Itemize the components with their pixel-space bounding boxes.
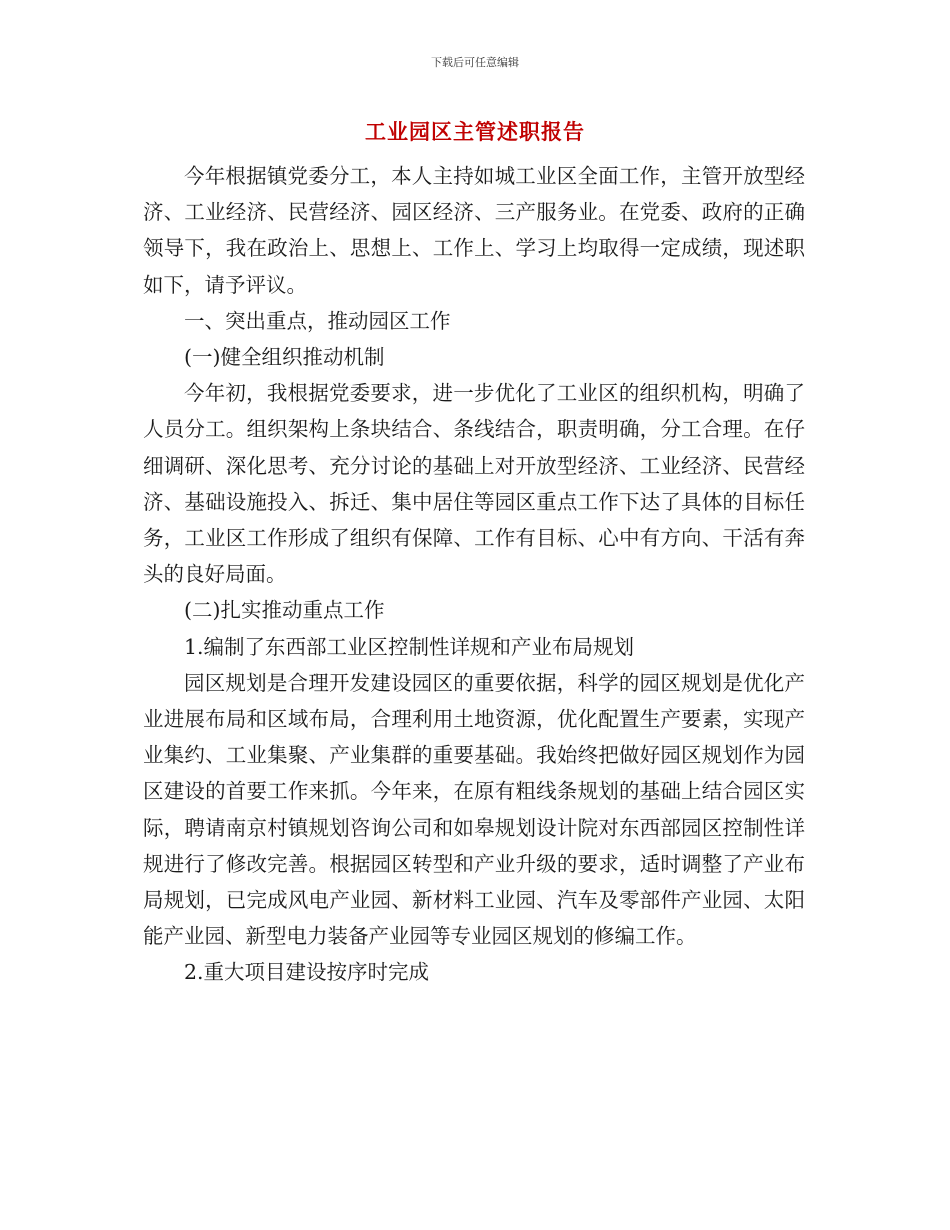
document-body xyxy=(143,158,805,991)
paragraph-organization: 今年初，我根据党委要求，进一步优化了工业区的组织机构，明确了人员分工。组织架构上条块结合、条线结合，职责明确，分工合理。在仔细调研、深化思考、充分讨论的基础上对开放型经济、工业经济、民营经济、基础设施投入、拆迁、集中居住等园区重点工作下达了具体的目标任务，工业区工作形成了组织有保障、工作有目标、心中有方向、干活有奔头的良好局面。 xyxy=(143,381,805,587)
item-heading-2: 2.重大项目建设按序时完成 xyxy=(184,960,430,985)
item-heading-1: 1.编制了东西部工业区控制性详规和产业布局规划 xyxy=(184,634,635,659)
subsection-heading-2: (二)扎实推动重点工作 xyxy=(184,598,385,623)
subsection-heading-1: (一)健全组织推动机制 xyxy=(184,345,385,370)
paragraph-planning: 园区规划是合理开发建设园区的重要依据，科学的园区规划是优化产业进展布局和区域布局，合理利用土地资源，优化配置生产要素，实现产业集约、工业集聚、产业集群的重要基础。我始终把做好园区规划作为园区建设的首要工作来抓。今年来，在原有粗线条规划的基础上结合园区实际，聘请南京村镇规划咨询公司和如皋规划设计院对东西部园区控制性详规进行了修改完善。根据园区转型和产业升级的要求，适时调整了产业布局规划，已完成风电产业园、新材料工业园、汽车及零部件产业园、太阳能产业园、新型电力装备产业园等专业园区规划的修编工作。 xyxy=(143,670,805,949)
header-note: 下载后可任意编辑 xyxy=(431,56,519,69)
section-heading-1: 一、突出重点，推动园区工作 xyxy=(184,308,451,333)
paragraph-intro: 今年根据镇党委分工，本人主持如城工业区全面工作，主管开放型经济、工业经济、民营经济、园区经济、三产服务业。在党委、政府的正确领导下，我在政治上、思想上、工作上、学习上均取得一定成绩，现述职如下，请予评议。 xyxy=(143,164,805,297)
document-title: 工业园区主管述职报告 xyxy=(365,119,585,144)
